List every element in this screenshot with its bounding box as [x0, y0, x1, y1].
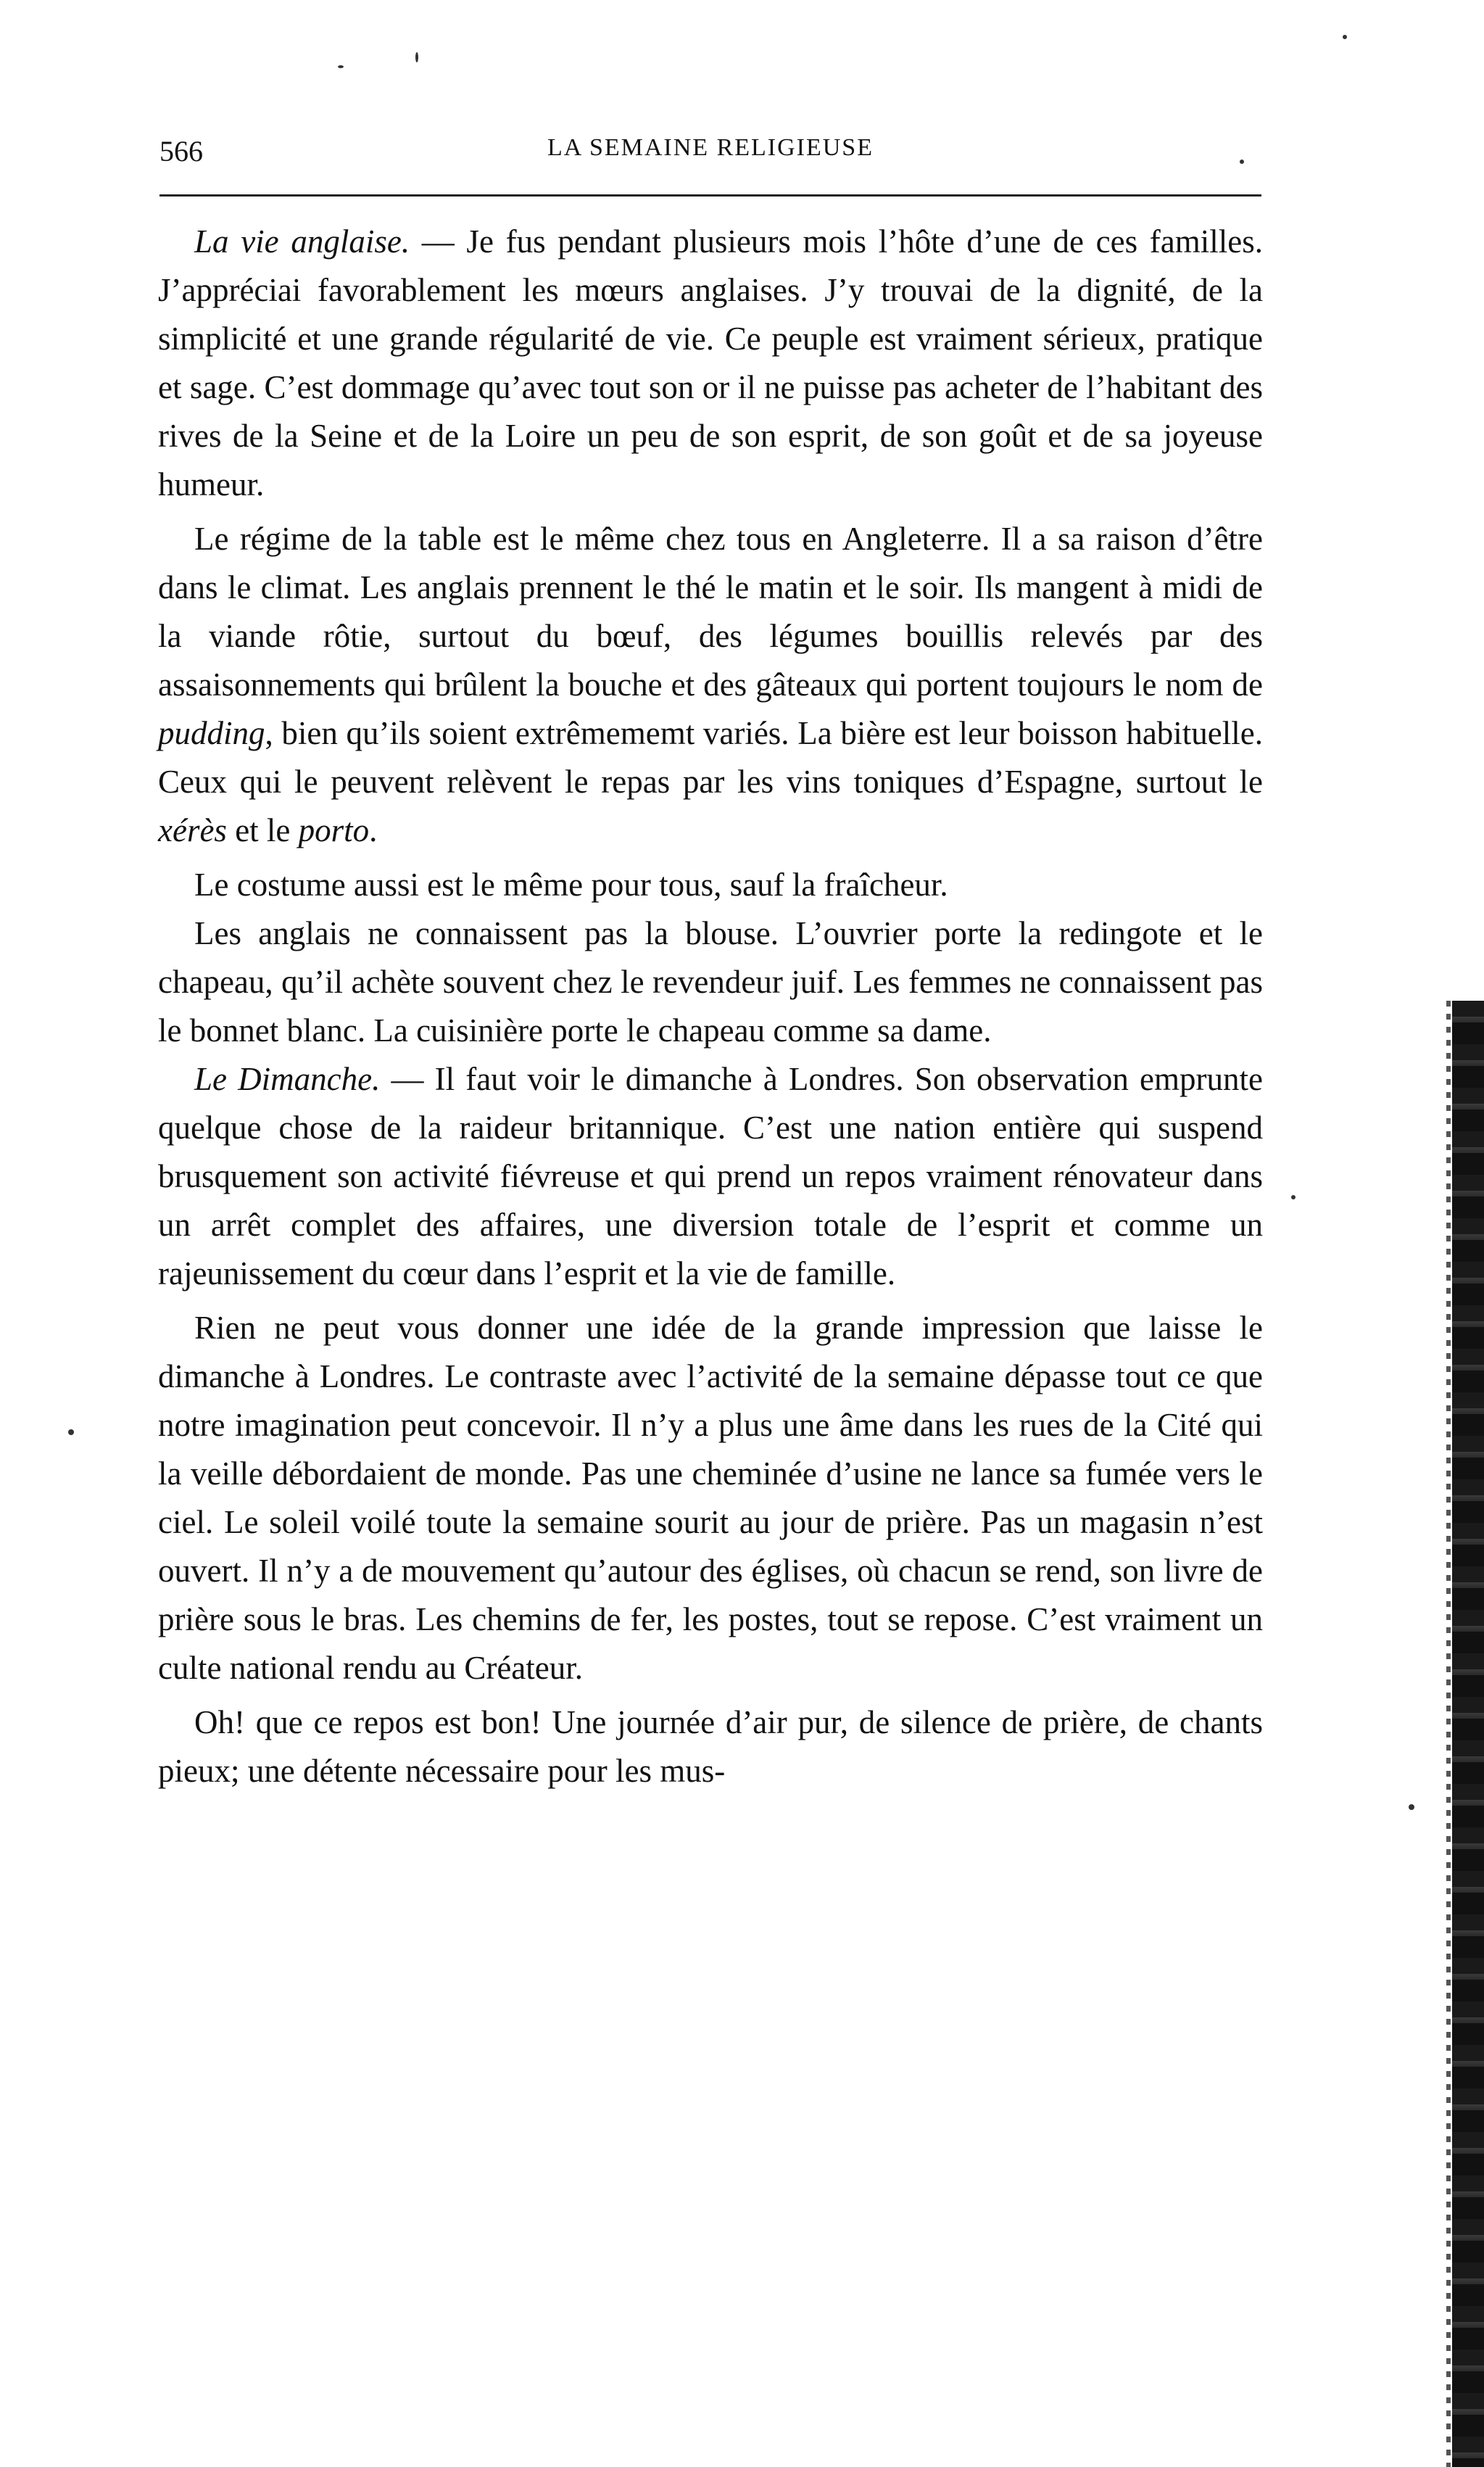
scan-speck [1343, 35, 1347, 39]
paragraph-regime [158, 515, 1263, 855]
italic-term: xérès [158, 812, 227, 848]
paragraph-rien [158, 1304, 1263, 1693]
paragraph-text: — Je fus pendant plusieurs mois l’hôte d’une de ces familles. J’appréciai favorablement les mœurs anglaises. J’y trouvai de la dignité, de la simplicité et une grande régularité de vie. Ce peuple est vraiment sérieux, pratique et sage. C’est dommage qu’avec tout son or il ne puisse pas acheter de l’habitant des rives de la Seine et de la Loire un peu de son esprit, de son goût et de sa joyeuse humeur. [158, 223, 1264, 503]
paragraph-text: — Il faut voir le dimanche à Londres. Son observation emprunte quelque chose de la raideur britannique. C’est une nation entière qui suspend brusquement son activité fiévreuse et qui prend un repos vraiment rénovateur dans un arrêt complet des affaires, une diversion totale de l’esprit et comme un rajeunissement du cœur dans l’esprit et la vie de famille. [158, 1061, 1263, 1292]
paragraph-text: Le régime de la table est le même chez tous en Angleterre. Il a sa raison d’être dans le climat. Les anglais prennent le thé le matin et le soir. Ils mangent à midi de la viande rôtie, surtout du bœuf, des légumes bouillis relevés par des assaisonnements qui brûlent la bouche et des gâteaux qui portent toujours le nom de [158, 521, 1263, 703]
paragraph-text: Les anglais ne connaissent pas la blouse. L’ouvrier porte la redingote et le chapeau, qu’il achète souvent chez le revendeur juif. Les femmes ne connaissent pas le bonnet blanc. La cuisinière porte le chapeau comme sa dame. [158, 915, 1263, 1049]
header-divider [159, 194, 1261, 197]
running-title: LA SEMAINE RELIGIEUSE [547, 134, 874, 161]
paragraph-vie-anglaise [158, 218, 1263, 509]
scan-speck [1240, 160, 1244, 164]
paragraph-blouse [158, 909, 1263, 1055]
paragraph-text: et le [226, 812, 299, 848]
italic-term: porto [298, 812, 370, 848]
paragraph-text: , bien qu’ils soient extrêmememt variés. La bière est leur boisson habituelle. Ceux qui le peuvent relèvent le repas par les vins toniques d’Espagne, surtout le [158, 715, 1263, 800]
paragraph-text: . [369, 812, 378, 848]
scan-edge-artifact [1452, 1001, 1484, 2467]
paragraph-text: Rien ne peut vous donner une idée de la grande impression que laisse le dimanche à Londres. Le contraste avec l’activité de la semaine dépasse tout ce que notre imagination peut concevoir. Il n’y a plus une âme dans les rues de la Cité qui la veille débordaient de monde. Pas une cheminée d’usine ne lance sa fumée vers le ciel. Le soleil voilé toute la semaine sourit au jour de prière. Pas un magasin n’est ouvert. Il n’y a de mouvement qu’autour des églises, où chacun se rend, son livre de prière sous le bras. Les chemins de fer, les postes, tout se repose. C’est vraiment un culte national rendu au Créateur. [158, 1310, 1263, 1686]
scan-edge-artifact [1446, 1001, 1451, 2467]
section-heading-vie-anglaise: La vie anglaise. [194, 223, 410, 260]
paragraph-dimanche [158, 1055, 1263, 1298]
page-header [159, 134, 1261, 178]
scan-speck [68, 1429, 74, 1435]
page-number: 566 [159, 135, 203, 168]
section-heading-dimanche: Le Dimanche. [194, 1061, 381, 1097]
scan-speck [1409, 1804, 1414, 1810]
italic-term: pudding [158, 715, 265, 751]
scan-speck [415, 52, 418, 62]
scan-speck [1291, 1195, 1296, 1199]
paragraph-text: Oh! que ce repos est bon! Une journée d’air pur, de silence de prière, de chants pieux; une détente nécessaire pour les mus- [158, 1704, 1263, 1789]
article-body [158, 218, 1263, 1796]
scan-speck [338, 65, 344, 68]
paragraph-repos [158, 1698, 1263, 1796]
paragraph-text: Le costume aussi est le même pour tous, sauf la fraîcheur. [194, 867, 948, 903]
paragraph-costume [158, 861, 1263, 909]
